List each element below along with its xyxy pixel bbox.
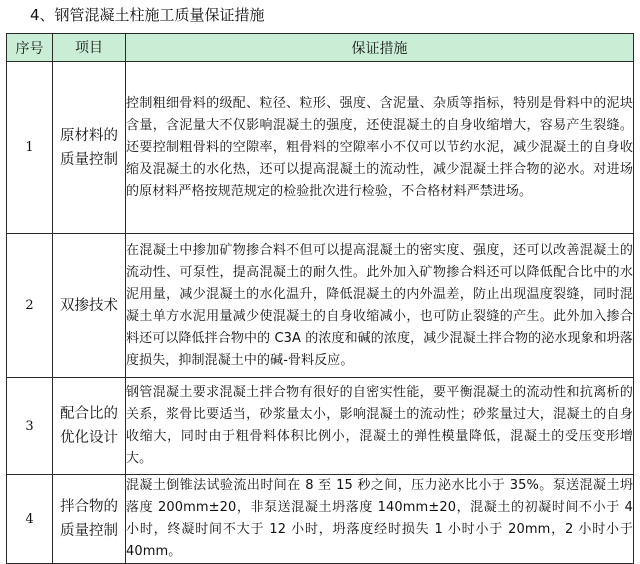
section-title: 4、钢管混凝土柱施工质量保证措施: [30, 6, 265, 24]
row-measure: 在混凝土中掺加矿物掺合料不但可以提高混凝土的密实度、强度，还可以改善混凝土的流动性、可泵性，提高混凝土的耐久性。此外加入矿物掺合料还可以降低配合比中的水泥用量，减少混凝土的水化温升，降低混凝土的内外温差，防止出现温度裂缝，同时混凝土单方水泥用量减少使混凝土的自身收缩减小，也可防止裂缝的产生。此外加入掺合料还可以降低拌合物中的 C3A 的浓度和碱的浓度，减少混凝土拌合物的泌水现象和坍落度损失，抑制混凝土中的碱-骨料反应。: [126, 234, 634, 378]
row-item: 配合比的优化设计: [53, 378, 126, 475]
table-row: [7, 62, 634, 234]
quality-measures-table: [6, 33, 634, 564]
header-no: 序号: [7, 34, 53, 62]
header-measure: 保证措施: [126, 34, 634, 62]
row-item: 原材料的质量控制: [53, 62, 126, 234]
table-header-row: [7, 34, 634, 62]
row-item: 双掺技术: [53, 234, 126, 378]
row-number: 3: [7, 378, 53, 475]
row-number: 1: [7, 62, 53, 234]
table-row: [7, 475, 634, 564]
row-measure: 混凝土倒锥法试验流出时间在 8 至 15 秒之间，压力泌水比小于 35%。泵送混凝土坍落度 200mm±20，非泵送混凝土坍落度 140mm±20，混凝土的初凝时间不小于 4 小时，终凝时间不大于 12 小时，坍落度经时损失 1 小时小于 20mm，2 小时小于 40mm。: [126, 475, 634, 564]
row-number: 2: [7, 234, 53, 378]
row-measure: 控制粗细骨料的级配、粒径、粒形、强度、含泥量、杂质等指标，特别是骨料中的泥块含量，含泥量大不仅影响混凝土的强度，还使混凝土的自身收缩增大，容易产生裂缝。还要控制粗骨料的空隙率，粗骨料的空隙率小不仅可以节约水泥，减少混凝土的自身收缩及混凝土的水化热，还可以提高混凝土的流动性，减少混凝土拌合物的泌水。对进场的原材料严格按规范规定的检验批次进行检验，不合格材料严禁进场。: [126, 62, 634, 234]
table-row: [7, 234, 634, 378]
row-item: 拌合物的质量控制: [53, 475, 126, 564]
table-row: [7, 378, 634, 475]
row-measure: 钢管混凝土要求混凝土拌合物有很好的自密实性能，要平衡混凝土的流动性和抗离析的关系，浆骨比要适当，砂浆量太小，影响混凝土的流动性；砂浆量过大，混凝土的自身收缩大，同时由于粗骨料体积比例小，混凝土的弹性模量降低，混凝土的受压变形增大。: [126, 378, 634, 475]
row-number: 4: [7, 475, 53, 564]
header-item: 项目: [53, 34, 126, 62]
